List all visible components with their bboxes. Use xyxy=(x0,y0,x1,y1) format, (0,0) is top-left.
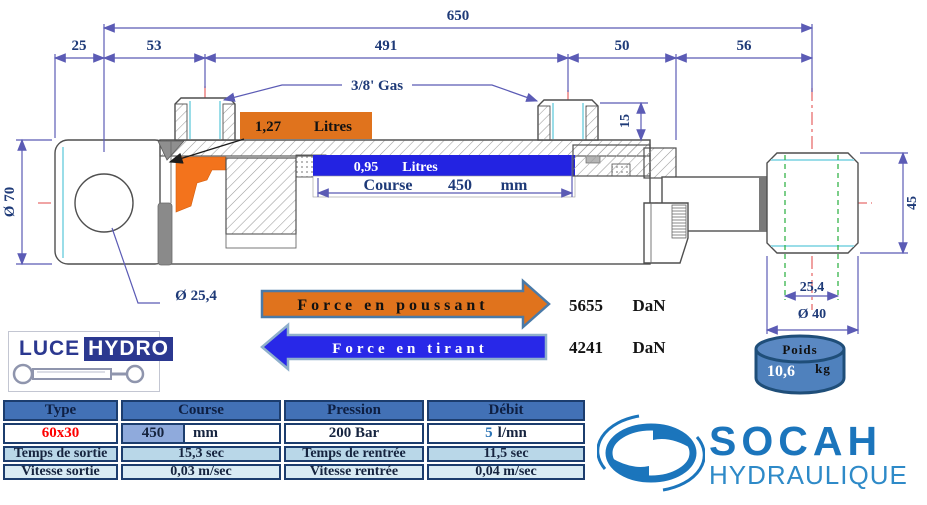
dim-rod-eye-height: 45 xyxy=(905,196,920,210)
socah-logo xyxy=(597,408,927,502)
end-cap-external xyxy=(644,203,688,263)
weight-label: Poids xyxy=(782,342,818,357)
dim-seg-25: 25 xyxy=(71,38,87,54)
time-out-label: Temps de sortie xyxy=(3,446,118,462)
luce-logo-word2: HYDRO xyxy=(84,337,173,361)
gland xyxy=(573,145,650,176)
cell-type-value: 60x30 xyxy=(3,423,118,444)
course-box xyxy=(313,176,575,197)
course-label: Course xyxy=(363,177,413,194)
port-thread-label: 3/8' Gas xyxy=(350,78,404,94)
time-out-value: 15,3 sec xyxy=(121,446,281,462)
force-pull-unit: DaN xyxy=(632,338,666,357)
force-push-unit: DaN xyxy=(632,296,666,315)
speed-out-label: Vitesse sortie xyxy=(3,464,118,480)
speed-in-label: Vitesse rentrée xyxy=(284,464,424,480)
rod-stop-bar xyxy=(158,203,172,265)
rod-eye-block xyxy=(767,153,858,300)
dim-seg-53: 53 xyxy=(146,38,162,54)
luce-cylinder-art xyxy=(9,361,149,387)
luce-hydro-logo xyxy=(8,331,170,392)
port-1 xyxy=(175,98,235,140)
header-course: Course xyxy=(121,400,281,421)
spec-table xyxy=(3,400,585,482)
force-pull-value: 4241 xyxy=(569,338,603,357)
weight-drum xyxy=(756,336,844,393)
push-volume-value: 1,27 xyxy=(254,119,282,135)
port-2 xyxy=(538,100,598,140)
left-eye-hole xyxy=(75,174,133,232)
debit-number: 5 xyxy=(485,425,493,441)
cell-debit-value xyxy=(427,423,585,444)
course-unit: mm xyxy=(500,177,528,194)
speeds-row xyxy=(3,464,585,480)
course-value: 450 xyxy=(448,177,472,194)
header-pression: Pression xyxy=(284,400,424,421)
force-pull-arrow xyxy=(262,325,666,369)
luce-logo-word1: LUCE xyxy=(19,337,81,360)
dim-eye-hole-diameter: Ø 25,4 xyxy=(175,288,217,304)
debit-unit: l/mn xyxy=(497,425,527,441)
force-push-value: 5655 xyxy=(569,296,603,315)
cell-course-value xyxy=(121,423,281,444)
header-type: Type xyxy=(3,400,118,421)
weight-value: 10,6 xyxy=(767,363,795,380)
pull-volume-bar xyxy=(313,155,575,176)
time-in-value: 11,5 sec xyxy=(427,446,585,462)
piston xyxy=(226,158,296,234)
dim-overall-length: 650 xyxy=(446,8,470,24)
dim-rod-eye-hole: 25,4 xyxy=(799,280,825,295)
cell-pression-value: 200 Bar xyxy=(284,423,424,444)
course-unit-cell: mm xyxy=(193,425,218,441)
pull-volume-unit: Litres xyxy=(402,160,438,175)
socah-subtitle: HYDRAULIQUE xyxy=(709,460,908,490)
speed-in-value: 0,04 m/sec xyxy=(427,464,585,480)
force-push-label: Force en poussant xyxy=(297,297,489,314)
weight-unit: kg xyxy=(815,361,831,376)
header-debit: Débit xyxy=(427,400,585,421)
spec-values-row xyxy=(3,423,585,444)
time-in-label: Temps de rentrée xyxy=(284,446,424,462)
speed-out-value: 0,03 m/sec xyxy=(121,464,281,480)
dim-seg-50: 50 xyxy=(614,38,630,54)
dim-port-height: 15 xyxy=(618,114,633,128)
cylinder-body xyxy=(55,98,858,300)
force-push-arrow xyxy=(262,281,666,327)
pull-volume-value: 0,95 xyxy=(353,160,379,175)
times-row xyxy=(3,446,585,462)
spec-table-header-row xyxy=(3,400,585,421)
socah-name: SOCAH xyxy=(709,418,883,464)
dim-seg-56: 56 xyxy=(736,38,752,54)
socah-globe-icon xyxy=(597,411,705,499)
force-pull-label: Force en tirant xyxy=(332,341,488,357)
dim-rod-eye-diameter: Ø 40 xyxy=(797,307,827,322)
push-volume-unit: Litres xyxy=(313,119,353,135)
dim-seg-491: 491 xyxy=(374,38,398,54)
dim-bore-diameter: Ø 70 xyxy=(2,186,18,218)
course-value-cell: 450 xyxy=(123,425,185,442)
